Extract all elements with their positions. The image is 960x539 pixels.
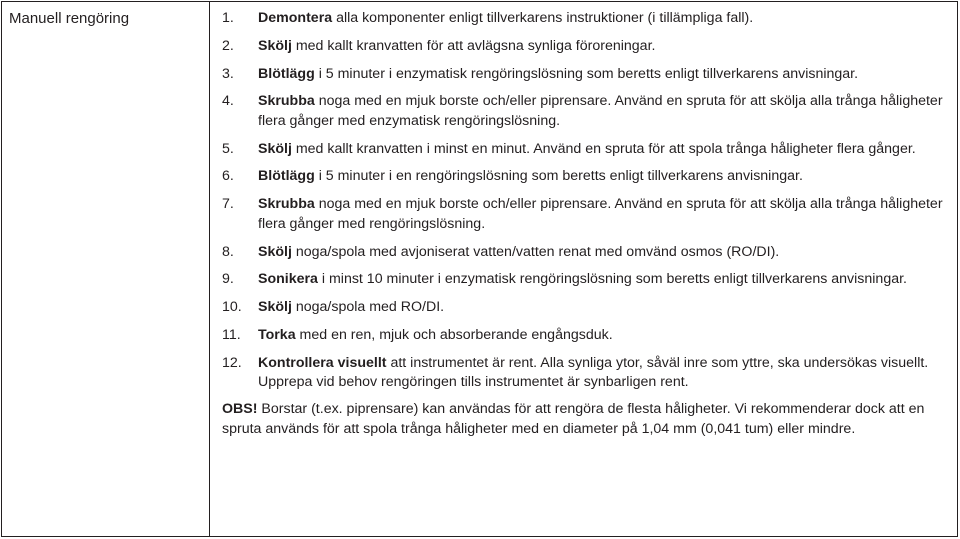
step-item xyxy=(222,298,947,318)
step-item xyxy=(222,65,947,85)
step-body: alla komponenter enligt tillverkarens instruktioner (i tillämpliga fall). xyxy=(332,10,754,26)
step-text xyxy=(258,195,947,234)
step-body: i minst 10 minuter i enzymatisk rengöringslösning som beretts enligt tillverkarens anvisningar. xyxy=(317,271,907,288)
step-number: 11. xyxy=(222,326,241,343)
step-text xyxy=(258,92,947,131)
step-body: i 5 minuter i en rengöringslösning som beretts enligt tillverkarens anvisningar. xyxy=(314,168,803,185)
step-keyword: Sonikera xyxy=(258,271,318,288)
step-keyword: Skrubba xyxy=(258,93,315,110)
step-item xyxy=(222,9,947,29)
step-body: i 5 minuter i enzymatisk rengöringslösning som beretts enligt tillverkarens anvisningar. xyxy=(314,65,859,82)
step-text xyxy=(258,65,947,85)
step-item xyxy=(222,140,947,160)
step-number: 8. xyxy=(222,243,234,260)
step-keyword: Skrubba xyxy=(258,196,315,213)
step-text xyxy=(258,167,947,187)
note-keyword: OBS! xyxy=(222,401,258,418)
step-item xyxy=(222,354,947,393)
step-text xyxy=(258,326,947,346)
step-item xyxy=(222,243,947,263)
step-body: med kallt kranvatten i minst en minut. Använd en spruta för att spola trånga håligheter flera gånger. xyxy=(291,140,916,157)
instructions-cell xyxy=(210,2,957,536)
step-body: noga/spola med avjoniserat vatten/vatten renat med omvänd osmos (RO/DI). xyxy=(291,243,780,260)
step-number: 10. xyxy=(222,299,242,316)
cleaning-table xyxy=(1,1,958,537)
step-item xyxy=(222,195,947,234)
step-number: 1. xyxy=(222,10,234,26)
step-body: noga med en mjuk borste och/eller piprensare. Använd en spruta för att skölja alla trånga håligheter flera gånger med rengöringslösning. xyxy=(258,196,943,232)
step-body: med en ren, mjuk och absorberande engångsduk. xyxy=(295,326,613,343)
step-number: 12. xyxy=(222,354,242,371)
step-number: 5. xyxy=(222,140,234,157)
step-keyword: Demontera xyxy=(258,10,333,26)
steps-list xyxy=(222,9,947,393)
step-keyword: Skölj xyxy=(258,243,292,260)
step-body: noga med en mjuk borste och/eller piprensare. Använd en spruta för att skölja alla trånga håligheter flera gånger med enzymatisk rengöringslösning. xyxy=(258,93,943,129)
section-label-cell xyxy=(2,2,210,536)
step-number: 3. xyxy=(222,65,234,82)
step-number: 9. xyxy=(222,271,234,288)
step-body: med kallt kranvatten för att avlägsna synliga föroreningar. xyxy=(291,37,656,54)
step-keyword: Blötlägg xyxy=(258,168,315,185)
step-text xyxy=(258,243,947,263)
step-item xyxy=(222,326,947,346)
step-body: att instrumentet är rent. Alla synliga ytor, såväl inre som yttre, ska undersökas visuellt. Upprepa vid behov rengöringen tills instrumentet är synbarligen rent. xyxy=(258,354,929,391)
section-label: Manuell rengöring xyxy=(9,10,130,27)
step-number: 2. xyxy=(222,37,234,54)
step-text xyxy=(258,270,947,290)
step-keyword: Skölj xyxy=(258,299,292,316)
step-number: 4. xyxy=(222,93,234,110)
step-keyword: Kontrollera visuellt xyxy=(258,354,387,371)
step-item xyxy=(222,92,947,131)
step-keyword: Skölj xyxy=(258,37,292,54)
step-item xyxy=(222,167,947,187)
note-paragraph xyxy=(222,400,947,439)
step-keyword: Blötlägg xyxy=(258,65,315,82)
step-keyword: Skölj xyxy=(258,140,292,157)
step-number: 7. xyxy=(222,196,234,213)
step-text xyxy=(258,140,947,160)
step-body: noga/spola med RO/DI. xyxy=(291,299,445,316)
step-text xyxy=(258,9,947,29)
step-text xyxy=(258,37,947,57)
step-keyword: Torka xyxy=(258,326,296,343)
note-body: Borstar (t.ex. piprensare) kan användas för att rengöra de flesta håligheter. Vi rekommenderar dock att en spruta används för att spola trånga håligheter med en diameter på 1,04 mm (0,041 tum) eller mindre. xyxy=(222,401,925,437)
step-text xyxy=(258,298,947,318)
step-item xyxy=(222,270,947,290)
step-item xyxy=(222,37,947,57)
step-number: 6. xyxy=(222,168,234,185)
step-text xyxy=(258,354,947,393)
